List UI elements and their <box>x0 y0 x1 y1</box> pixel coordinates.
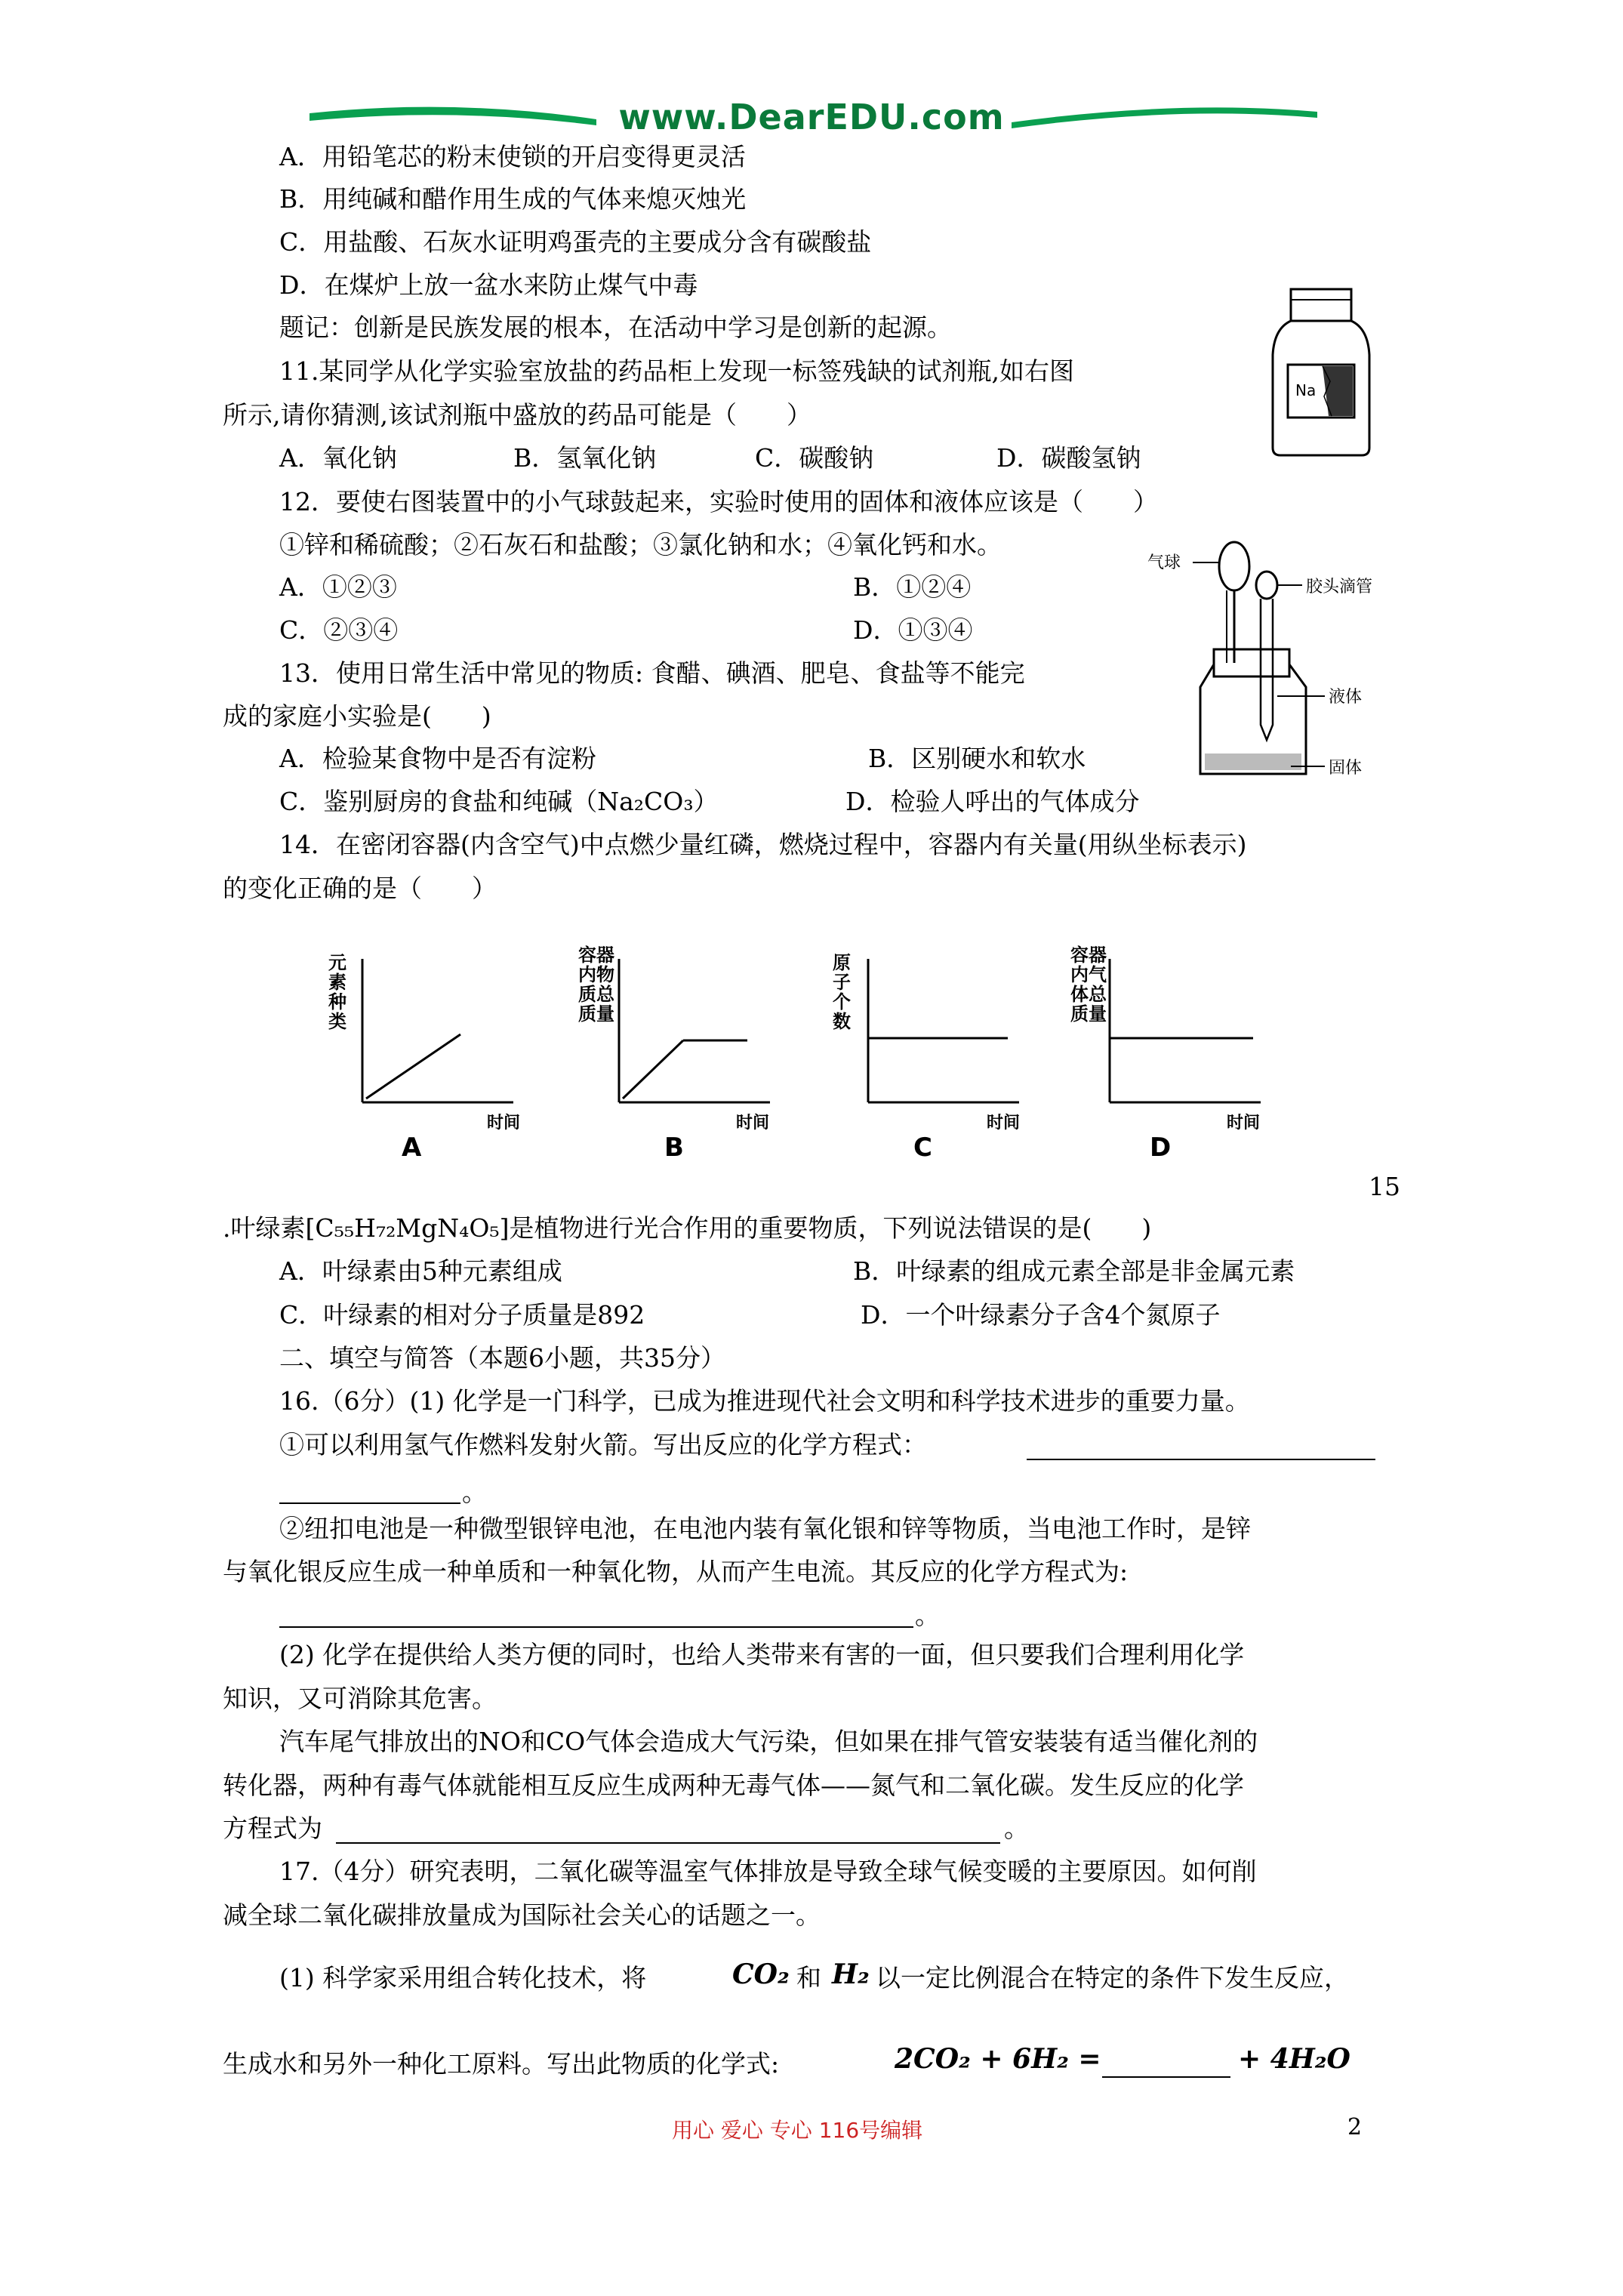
q13-option-a: A．检验某食物中是否有淀粉 <box>279 744 596 773</box>
q17-equation-left: 2CO₂ + 6H₂ = <box>895 2043 1101 2075</box>
q15-option-c: C．叶绿素的相对分子质量是892 <box>279 1300 645 1330</box>
graph-c-xtitle: 时间 <box>987 1113 1021 1133</box>
q14-line2: 的变化正确的是（ ） <box>223 874 497 903</box>
q17-line1: 17.（4分）研究表明，二氧化碳等温室气体排放是导致全球气候变暖的主要原因。如何削 <box>279 1857 1257 1886</box>
q11-option-c: C．碳酸钠 <box>755 443 874 473</box>
graph-c <box>868 959 1019 1102</box>
q16-line1: 16.（6分）(1) 化学是一门科学，已成为推进现代社会文明和科学技术进步的重要力量。 <box>279 1386 1250 1416</box>
q13-option-d: D．检验人呼出的气体成分 <box>845 787 1140 816</box>
apparatus-diagram <box>1147 529 1389 785</box>
note-line: 题记：创新是民族发展的根本，在活动中学习是创新的起源。 <box>279 313 952 342</box>
q16-line7: (2) 化学在提供给人类方便的同时，也给人类带来有害的一面，但只要我们合理利用化学 <box>279 1640 1245 1669</box>
q10-option-a: A．用铅笔芯的粉末使锁的开启变得更灵活 <box>279 142 746 171</box>
q11-option-a: A．氧化钠 <box>279 443 397 473</box>
q16-line4: ②纽扣电池是一种微型银锌电池，在电池内装有氧化银和锌等物质，当电池工作时，是锌 <box>279 1514 1251 1543</box>
graph-c-label: C <box>913 1133 932 1163</box>
graph-d-xtitle: 时间 <box>1227 1113 1261 1133</box>
q16-line11-end: 。 <box>1004 1814 1029 1843</box>
q17-line3a: (1) 科学家采用组合转化技术，将 <box>279 1963 647 1992</box>
label-balloon: 气球 <box>1147 553 1181 572</box>
q12-option-b: B．①②④ <box>853 572 972 602</box>
graph-b-label: B <box>664 1133 684 1163</box>
reagent-bottle-icon <box>1268 283 1374 461</box>
q16-line11-start: 方程式为 <box>223 1814 322 1843</box>
q11-line1: 11.某同学从化学实验室放盐的药品柜上发现一标签残缺的试剂瓶,如右图 <box>279 356 1074 386</box>
q17-line2: 减全球二氧化碳排放量成为国际社会关心的话题之一。 <box>223 1900 821 1930</box>
q16-line3-end: 。 <box>462 1478 487 1507</box>
q12-option-d: D．①③④ <box>853 615 973 645</box>
graph-a-ytitle: 元素种类 <box>328 951 346 1032</box>
q17-line4: 生成水和另外一种化工原料。写出此物质的化学式: <box>223 2049 780 2079</box>
site-logo-text: www.DearEDU.com <box>618 97 1005 137</box>
graph-b-xtitle: 时间 <box>736 1113 770 1133</box>
q17-co2: CO₂ <box>732 1959 790 1990</box>
q15-number: 15 <box>1369 1172 1400 1201</box>
footer-text: 用心 爱心 专心 116号编辑 <box>672 2118 923 2143</box>
q13-option-c: C．鉴别厨房的食盐和纯碱（Na₂CO₃） <box>279 787 719 816</box>
q11-option-d: D．碳酸氢钠 <box>996 443 1141 473</box>
q15-option-d: D．一个叶绿素分子含4个氮原子 <box>861 1300 1221 1330</box>
q16-answer-blank-2[interactable] <box>279 1601 913 1628</box>
graph-b <box>619 959 770 1102</box>
q17-answer-blank[interactable] <box>1102 2051 1230 2078</box>
q12-option-a: A．①②③ <box>279 572 397 602</box>
graph-d-label: D <box>1150 1133 1172 1163</box>
graph-c-ytitle: 原子个数 <box>833 951 851 1032</box>
q11-line2: 所示,请你猜测,该试剂瓶中盛放的药品可能是（ ） <box>223 400 812 430</box>
q11-option-b: B．氢氧化钠 <box>513 443 657 473</box>
q16-line5: 与氧化银反应生成一种单质和一种氧化物，从而产生电流。其反应的化学方程式为: <box>223 1557 1129 1586</box>
q16-line10: 转化器，两种有毒气体就能相互反应生成两种无毒气体——氮气和二氧化碳。发生反应的化学 <box>223 1771 1244 1800</box>
q10-option-b: B．用纯碱和醋作用生成的气体来熄灭烛光 <box>279 184 747 214</box>
q16-line6-end: 。 <box>915 1601 940 1630</box>
page-number: 2 <box>1347 2114 1363 2140</box>
q10-option-d: D．在煤炉上放一盆水来防止煤气中毒 <box>279 270 698 300</box>
q16-answer-blank-1b[interactable] <box>279 1477 460 1504</box>
graph-d-ytitle: 容器内气体总质量 <box>1070 944 1107 1025</box>
q16-answer-blank-1a[interactable] <box>1027 1433 1375 1460</box>
q17-h2: H₂ <box>832 1959 870 1990</box>
q17-line3b: 和 <box>796 1963 821 1992</box>
graph-a-xtitle: 时间 <box>487 1113 521 1133</box>
q15-option-b: B．叶绿素的组成元素全部是非金属元素 <box>853 1256 1295 1286</box>
bottle-label-text: Na <box>1295 381 1317 399</box>
q16-line9: 汽车尾气排放出的NO和CO气体会造成大气污染，但如果在排气管安装装有适当催化剂的 <box>279 1727 1258 1756</box>
q12-line2: ①锌和稀硫酸；②石灰石和盐酸；③氯化钠和水；④氧化钙和水。 <box>279 530 1002 559</box>
q12-option-c: C．②③④ <box>279 615 399 645</box>
q14-line1: 14．在密闭容器(内含空气)中点燃少量红磷，燃烧过程中，容器内有关量(用纵坐标表示) <box>279 830 1247 859</box>
graph-b-ytitle: 容器内物质总质量 <box>578 944 614 1025</box>
q13-option-b: B．区别硬水和软水 <box>868 744 1086 773</box>
q17-line3c: 以一定比例混合在特定的条件下发生反应， <box>876 1963 1349 1992</box>
q16-answer-blank-3[interactable] <box>336 1817 1000 1844</box>
label-solid: 固体 <box>1329 759 1363 778</box>
q15-line1: .叶绿素[C₅₅H₇₂MgN₄O₅]是植物进行光合作用的重要物质，下列说法错误的是( ) <box>223 1213 1152 1243</box>
q15-option-a: A．叶绿素由5种元素组成 <box>279 1256 562 1286</box>
q16-line8: 知识，又可消除其危害。 <box>223 1684 497 1713</box>
q13-line2: 成的家庭小实验是( ) <box>223 701 491 731</box>
label-dropper: 胶头滴管 <box>1306 578 1373 596</box>
q10-option-c: C．用盐酸、石灰水证明鸡蛋壳的主要成分含有碳酸盐 <box>279 227 872 257</box>
q16-line2: ①可以利用氢气作燃料发射火箭。写出反应的化学方程式： <box>279 1430 927 1459</box>
graph-a <box>362 959 513 1102</box>
section-2-heading: 二、填空与简答（本题6小题，共35分） <box>279 1343 725 1373</box>
graph-d <box>1110 959 1261 1102</box>
label-liquid: 液体 <box>1329 688 1363 707</box>
graph-a-label: A <box>402 1133 422 1163</box>
q13-line1: 13．使用日常生活中常见的物质: 食醋、碘酒、肥皂、食盐等不能完 <box>279 658 1025 688</box>
q17-equation-right: + 4H₂O <box>1238 2043 1350 2075</box>
q12-line1: 12．要使右图装置中的小气球鼓起来，实验时使用的固体和液体应该是（ ） <box>279 487 1158 516</box>
